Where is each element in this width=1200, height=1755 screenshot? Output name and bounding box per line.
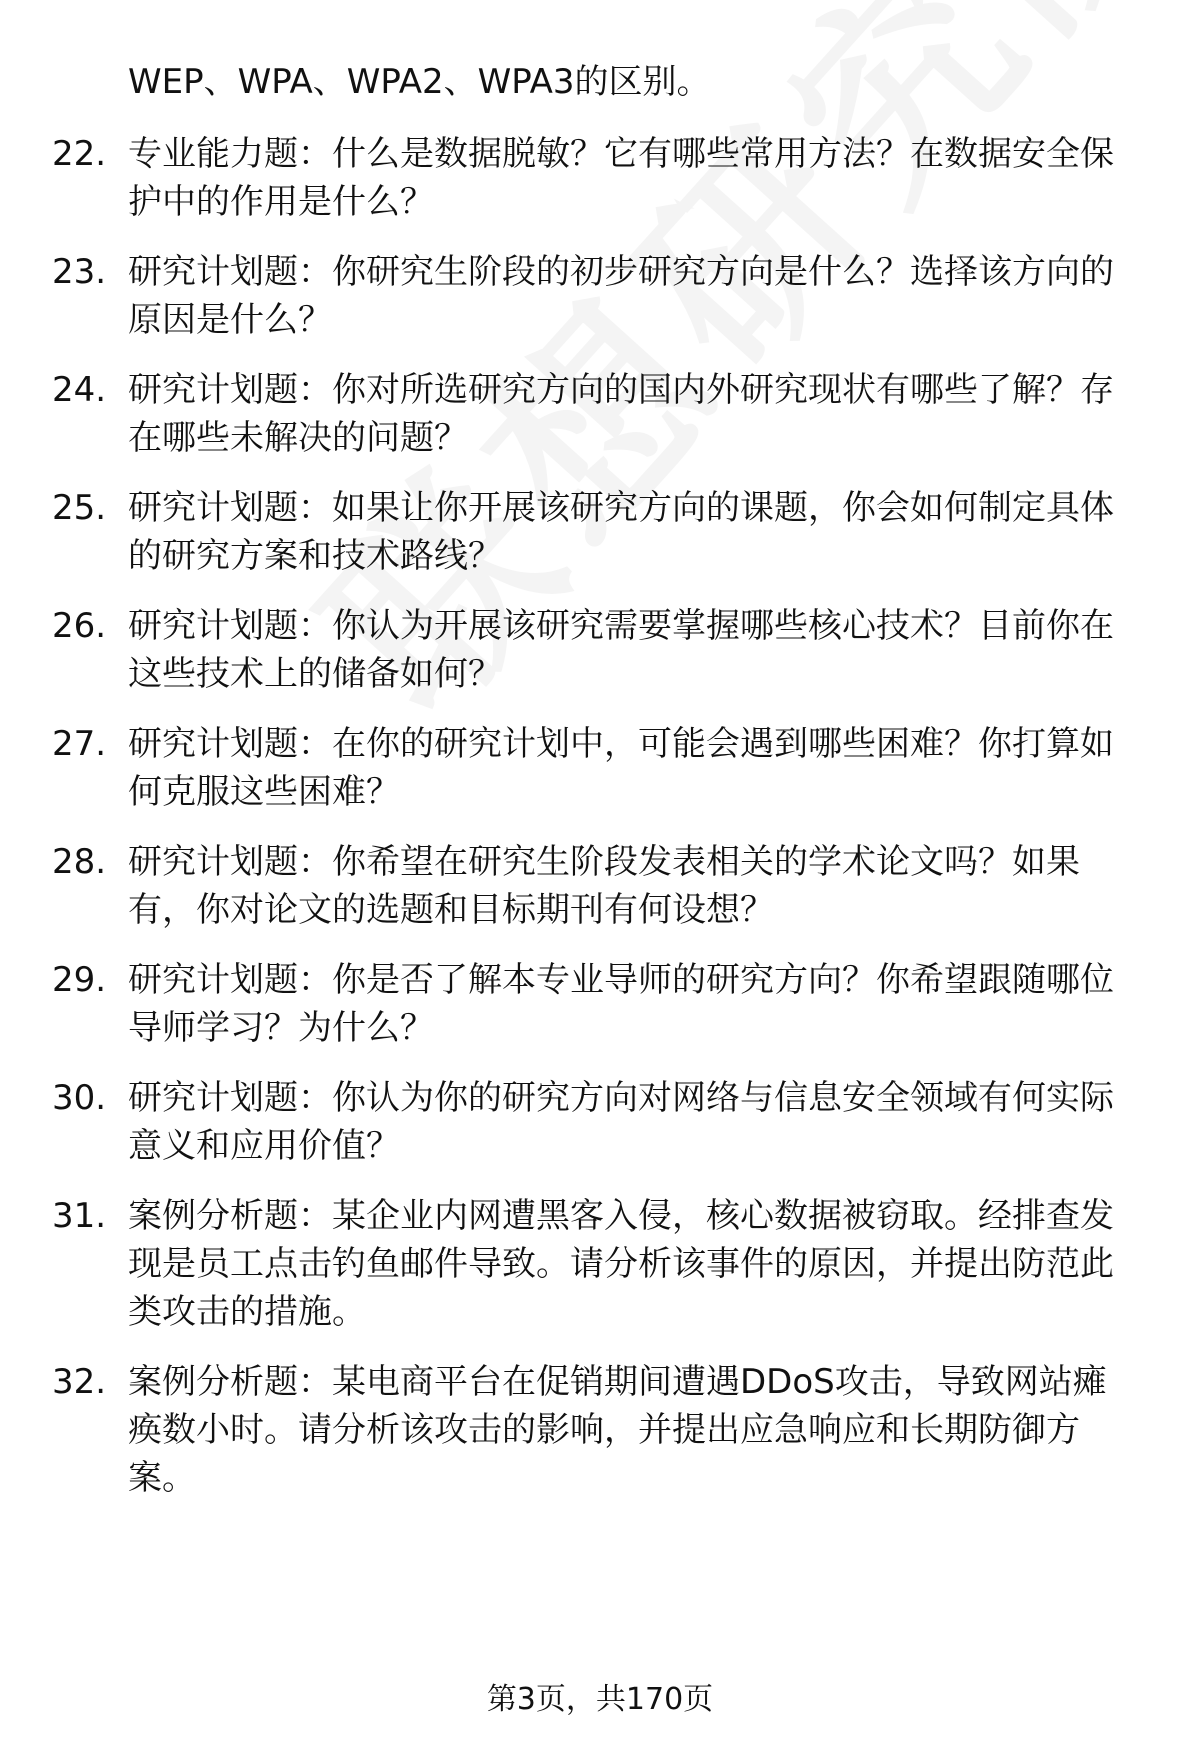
question-number: 31. bbox=[52, 1196, 107, 1236]
question-text: 研究计划题：你对所选研究方向的国内外研究现状有哪些了解？存在哪些未解决的问题？ bbox=[128, 370, 1114, 458]
question-number: 29. bbox=[52, 960, 107, 1000]
question-number: 26. bbox=[52, 606, 107, 646]
question-text: 研究计划题：在你的研究计划中，可能会遇到哪些困难？你打算如何克服这些困难？ bbox=[128, 724, 1114, 812]
question-text: 研究计划题：如果让你开展该研究方向的课题，你会如何制定具体的研究方案和技术路线？ bbox=[128, 488, 1114, 576]
question-number: 28. bbox=[52, 842, 107, 882]
question-text: 研究计划题：你希望在研究生阶段发表相关的学术论文吗？如果有，你对论文的选题和目标期刊有何设想？ bbox=[128, 842, 1080, 930]
question-number: 23. bbox=[52, 252, 107, 292]
question-number: 22. bbox=[52, 134, 107, 174]
question-number: 30. bbox=[52, 1078, 107, 1118]
question-number: 25. bbox=[52, 488, 107, 528]
continued-text: WEP、WPA、WPA2、WPA3的区别。 bbox=[128, 62, 711, 102]
question-text: 研究计划题：你研究生阶段的初步研究方向是什么？选择该方向的原因是什么？ bbox=[128, 252, 1114, 340]
question-number: 27. bbox=[52, 724, 107, 764]
question-text: 专业能力题：什么是数据脱敏？它有哪些常用方法？在数据安全保护中的作用是什么？ bbox=[128, 134, 1114, 222]
question-text: 案例分析题：某企业内网遭黑客入侵，核心数据被窃取。经排查发现是员工点击钓鱼邮件导致。请分析该事件的原因，并提出防范此类攻击的措施。 bbox=[128, 1196, 1114, 1332]
question-text: 研究计划题：你认为你的研究方向对网络与信息安全领域有何实际意义和应用价值？ bbox=[128, 1078, 1114, 1166]
question-number: 32. bbox=[52, 1362, 107, 1402]
question-text: 研究计划题：你认为开展该研究需要掌握哪些核心技术？目前你在这些技术上的储备如何？ bbox=[128, 606, 1114, 694]
question-text: 研究计划题：你是否了解本专业导师的研究方向？你希望跟随哪位导师学习？为什么？ bbox=[128, 960, 1114, 1048]
page-number: 第3页，共170页 bbox=[486, 1682, 714, 1717]
question-text: 案例分析题：某电商平台在促销期间遭遇DDoS攻击，导致网站瘫痪数小时。请分析该攻击的影响，并提出应急响应和长期防御方案。 bbox=[128, 1362, 1107, 1498]
question-number: 24. bbox=[52, 370, 107, 410]
